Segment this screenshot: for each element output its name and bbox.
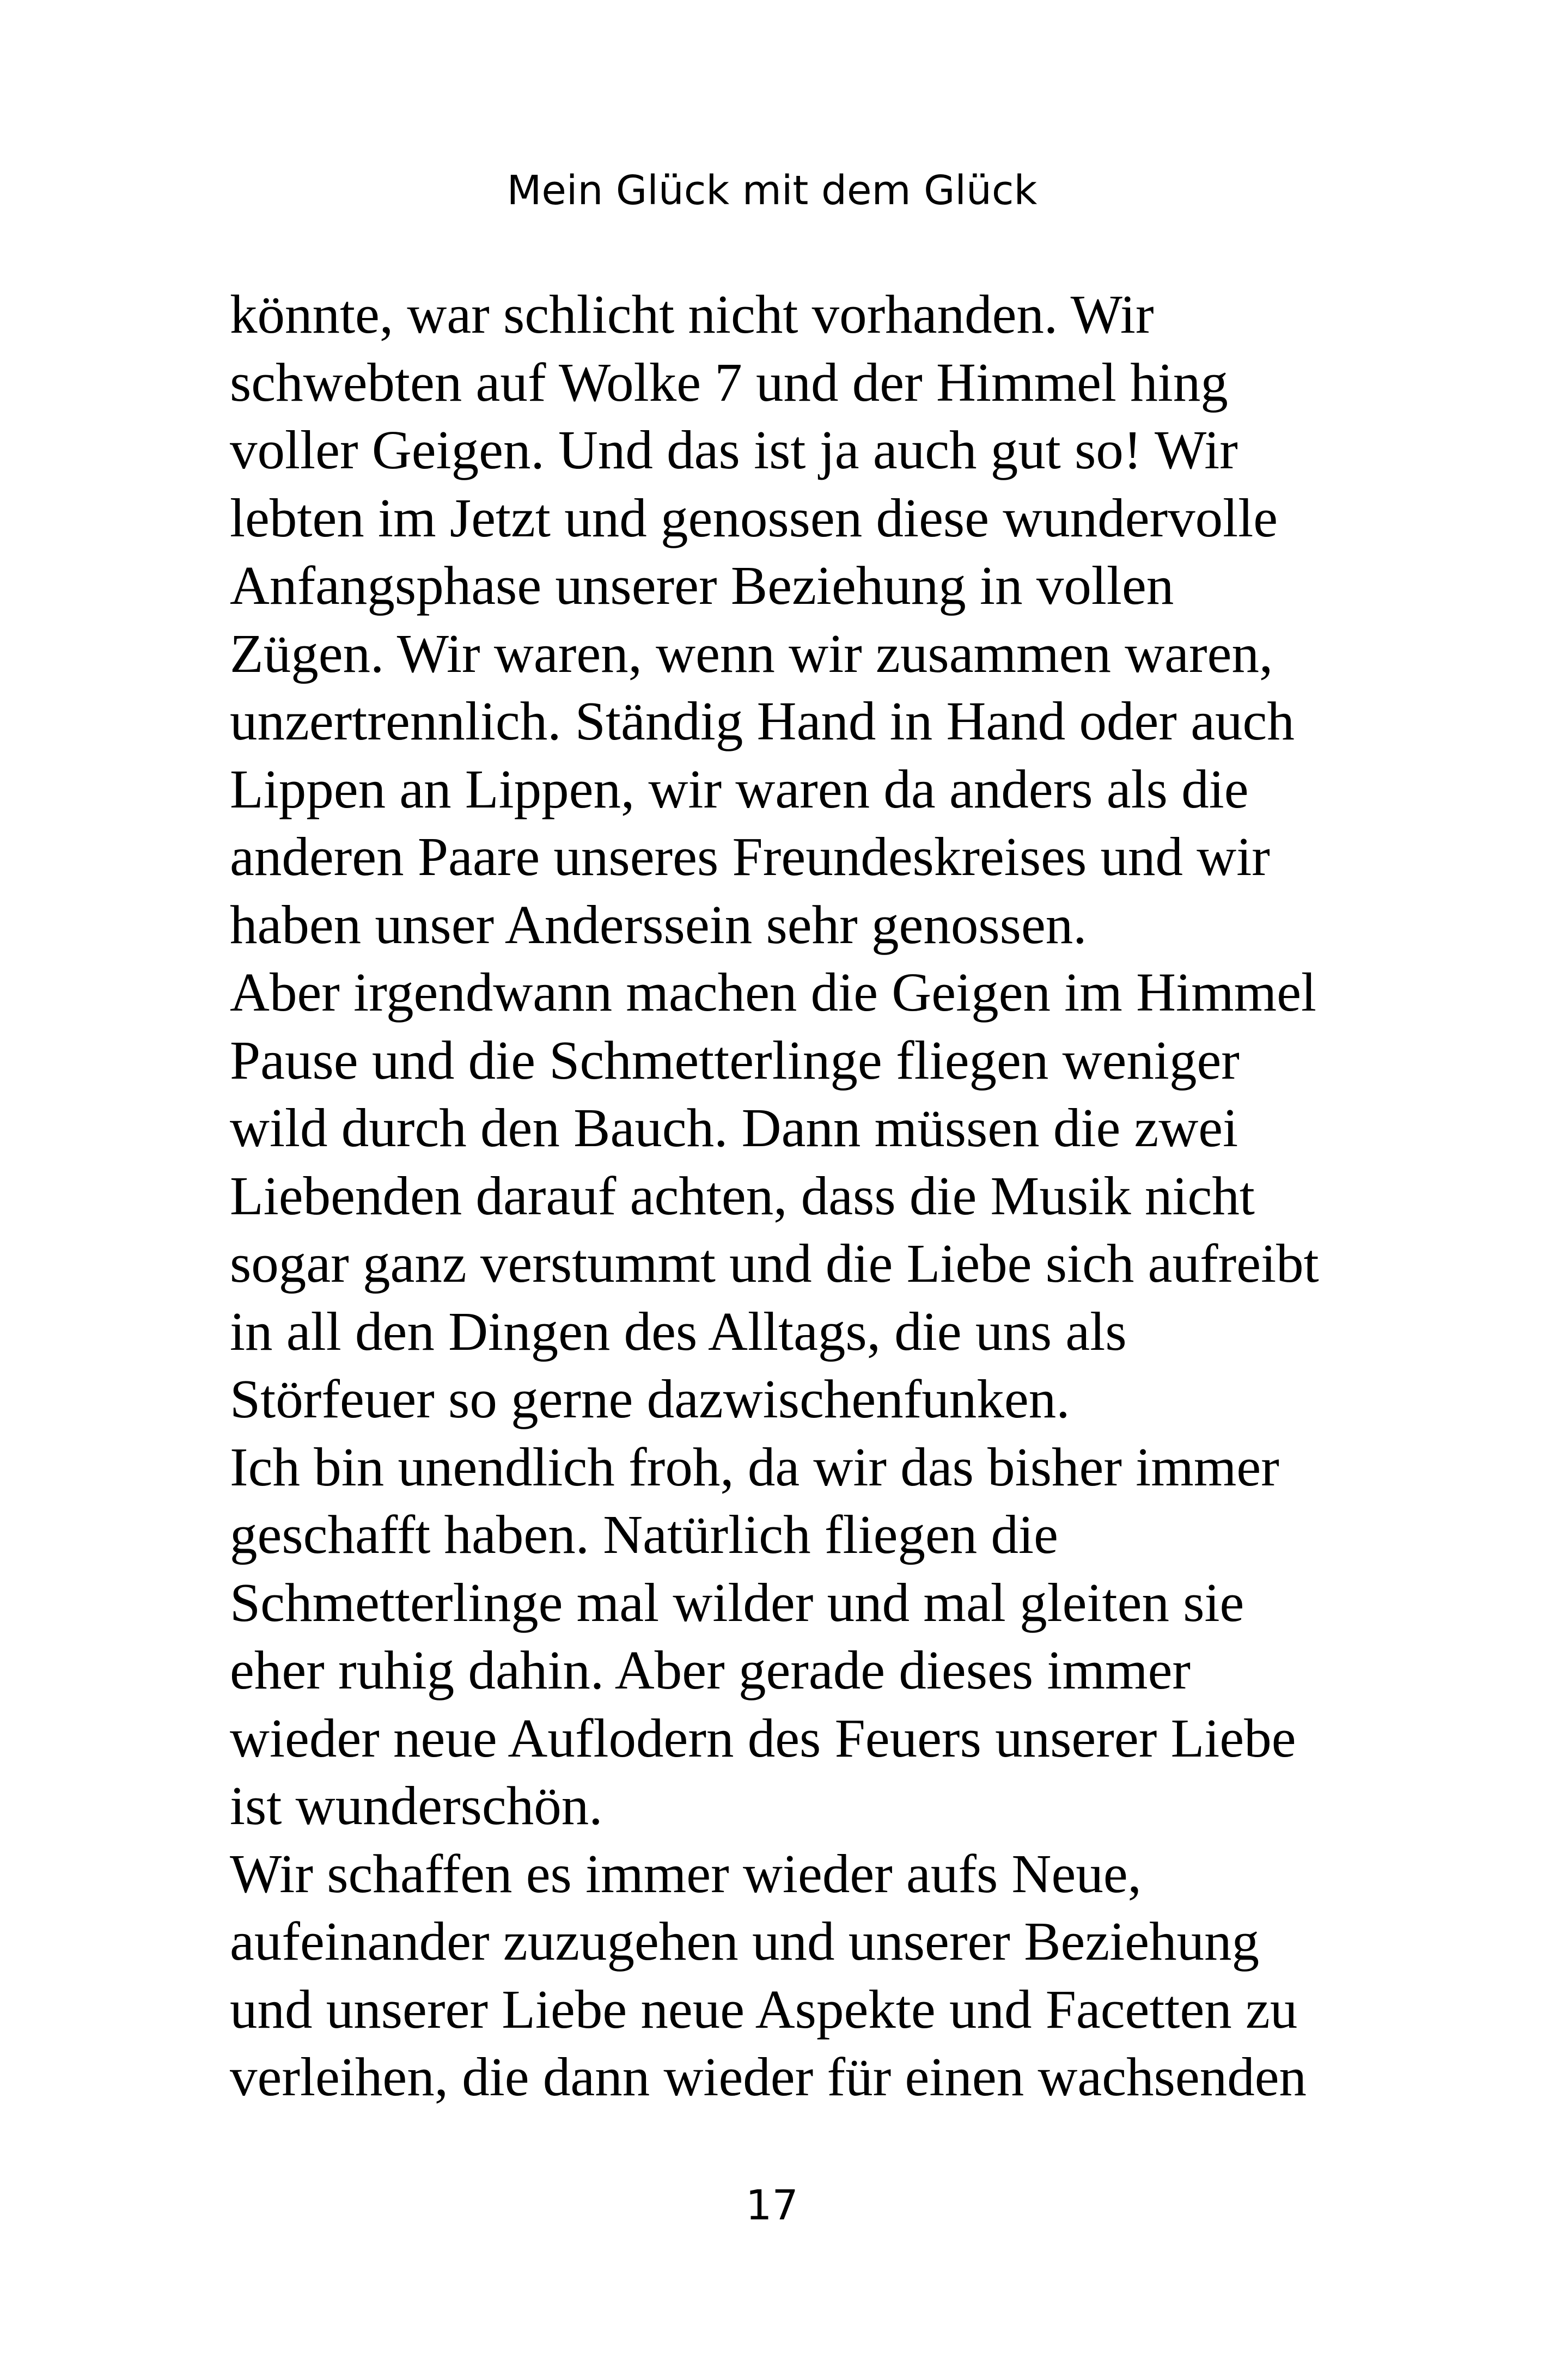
text-line: Liebenden darauf achten, dass die Musik nicht xyxy=(230,1165,1255,1226)
page-number: 17 xyxy=(746,2181,798,2229)
text-line: geschafft haben. Natürlich fliegen die xyxy=(230,1504,1058,1565)
text-line: lebten im Jetzt und genossen diese wundervolle xyxy=(230,487,1278,548)
running-header: Mein Glück mit dem Glück xyxy=(506,167,1038,214)
text-line: schwebten auf Wolke 7 und der Himmel hing xyxy=(230,351,1228,413)
text-line: eher ruhig dahin. Aber gerade dieses immer xyxy=(230,1639,1191,1700)
text-line: aufeinander zuzugehen und unserer Beziehung xyxy=(230,1911,1260,1972)
text-line: Lippen an Lippen, wir waren da anders als die xyxy=(230,758,1249,819)
text-line: sogar ganz verstummt und die Liebe sich aufreibt xyxy=(230,1233,1319,1294)
text-line: könnte, war schlicht nicht vorhanden. Wir xyxy=(230,284,1154,345)
text-line: und unserer Liebe neue Aspekte und Facetten zu xyxy=(230,1978,1298,2040)
text-line: voller Geigen. Und das ist ja auch gut so! Wir xyxy=(230,419,1238,480)
text-line: ist wunderschön. xyxy=(230,1775,603,1836)
text-line: Aber irgendwann machen die Geigen im Himmel xyxy=(230,962,1317,1023)
text-line: Störfeuer so gerne dazwischenfunken. xyxy=(230,1368,1070,1429)
text-line: unzertrennlich. Ständig Hand in Hand oder auch xyxy=(230,690,1295,751)
text-line: in all den Dingen des Alltags, die uns als xyxy=(230,1300,1127,1362)
text-line: haben unser Anderssein sehr genossen. xyxy=(230,894,1087,955)
text-line: Anfangsphase unserer Beziehung in vollen xyxy=(230,555,1174,616)
text-line: wieder neue Auflodern des Feuers unserer Liebe xyxy=(230,1707,1296,1769)
text-line: Schmetterlinge mal wilder und mal gleiten sie xyxy=(230,1571,1244,1633)
text-line: anderen Paare unseres Freundeskreises und wir xyxy=(230,826,1270,887)
text-line: Zügen. Wir waren, wenn wir zusammen waren, xyxy=(230,622,1273,684)
text-line: Ich bin unendlich froh, da wir das bisher immer xyxy=(230,1436,1279,1497)
body-text xyxy=(230,280,1341,2111)
text-line: Wir schaffen es immer wieder aufs Neue, xyxy=(230,1843,1142,1904)
text-line: verleihen, die dann wieder für einen wachsenden xyxy=(230,2046,1307,2107)
text-line: Pause und die Schmetterlinge fliegen weniger xyxy=(230,1029,1240,1091)
text-line: wild durch den Bauch. Dann müssen die zwei xyxy=(230,1097,1238,1158)
